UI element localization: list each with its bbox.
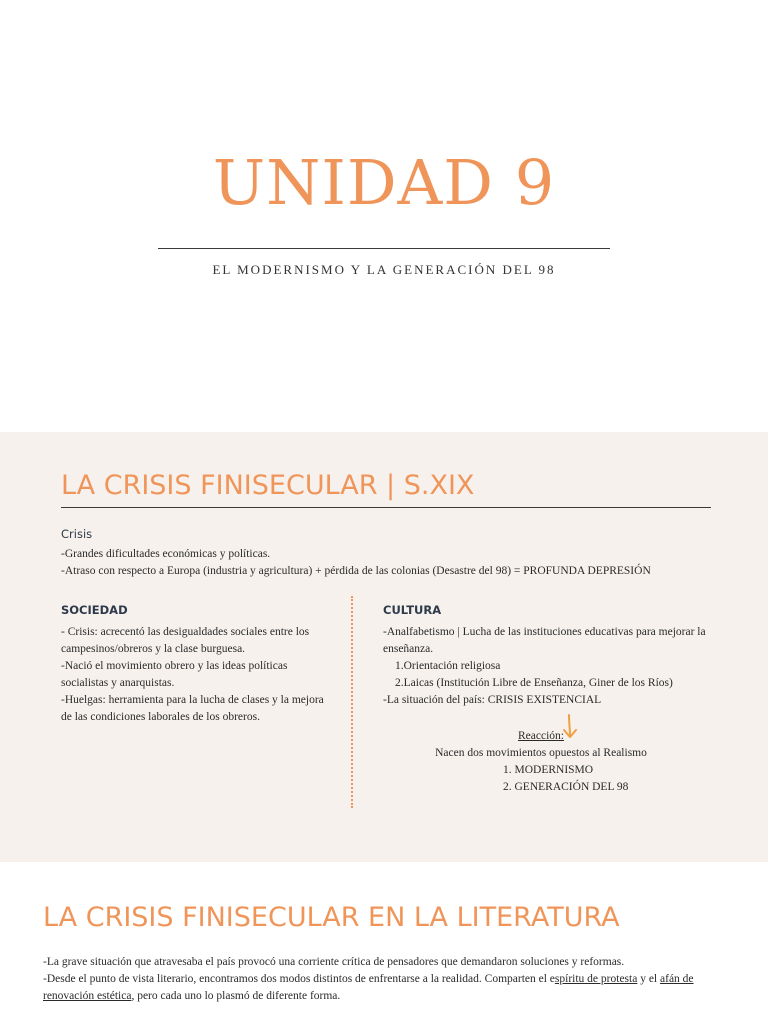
- crisis-section-title: LA CRISIS FINISECULAR | S.XIX: [61, 470, 475, 501]
- sociedad-line: -Nació el movimiento obrero y las ideas políticas socialistas y anarquistas.: [61, 660, 288, 689]
- reaccion-block: [383, 728, 699, 762]
- cultura-label: CULTURA: [383, 603, 442, 617]
- reaccion-item: 1. MODERNISMO: [503, 764, 594, 776]
- literatura-line: -La grave situación que atravesaba el país provocó una corriente crítica de pensadores que demandaron soluciones y reformas.: [43, 956, 625, 968]
- literatura-text-part: y el: [637, 973, 661, 985]
- literatura-text-part: , pero cada uno lo plasmó de diferente forma.: [131, 990, 341, 1002]
- literatura-line: [43, 971, 733, 1005]
- cultura-line: -Analfabetismo | Lucha de las instituciones educativas para mejorar la enseñanza.: [383, 626, 706, 655]
- unit-subtitle: EL MODERNISMO Y LA GENERACIÓN DEL 98: [212, 262, 556, 277]
- cultura-text: [383, 624, 723, 709]
- reaccion-text: Nacen dos movimientos opuestos al Realismo: [435, 747, 647, 759]
- cultura-list-item: 1.Orientación religiosa: [395, 660, 501, 672]
- literatura-text: [43, 954, 733, 1005]
- sociedad-label: SOCIEDAD: [61, 603, 128, 617]
- crisis-line: -Atraso con respecto a Europa (industria y agricultura) + pérdida de las colonias (Desastre del 98) = PROFUNDA DEPRESIÓN: [61, 565, 651, 577]
- sociedad-line: - Crisis: acrecentó las desigualdades sociales entre los campesinos/obreros y la clase burguesa.: [61, 626, 310, 655]
- section-divider: [61, 507, 711, 508]
- reaccion-list: [503, 762, 628, 796]
- reaccion-item: 2. GENERACIÓN DEL 98: [503, 781, 629, 793]
- sociedad-line: -Huelgas: herramienta para la lucha de clases y la mejora de las condiciones laborales de los obreros.: [61, 694, 324, 723]
- cultura-line: -La situación del país: CRISIS EXISTENCIAL: [383, 694, 602, 706]
- literatura-text-part: -Desde el punto de vista literario, encontramos dos modos distintos de enfrentarse a la realidad. Comparten el e: [43, 973, 555, 985]
- title-divider: [158, 248, 610, 249]
- column-divider: [351, 596, 353, 808]
- crisis-panel: [0, 432, 768, 862]
- sociedad-text: [61, 624, 331, 726]
- crisis-text: [61, 546, 741, 580]
- espiritu-protesta-term: spíritu de protesta: [554, 973, 638, 985]
- reaccion-label: Reacción:: [518, 730, 564, 742]
- renovacion-estetica-term: afán de renovación estética: [43, 973, 694, 1002]
- title-slide: [0, 0, 768, 432]
- crisis-line: -Grandes dificultades económicas y políticas.: [61, 548, 271, 560]
- cultura-list-item: 2.Laicas (Institución Libre de Enseñanza, Giner de los Ríos): [395, 677, 673, 689]
- unit-title: UNIDAD 9: [212, 146, 556, 219]
- crisis-label: Crisis: [61, 527, 93, 541]
- literatura-section-title: LA CRISIS FINISECULAR EN LA LITERATURA: [43, 902, 620, 933]
